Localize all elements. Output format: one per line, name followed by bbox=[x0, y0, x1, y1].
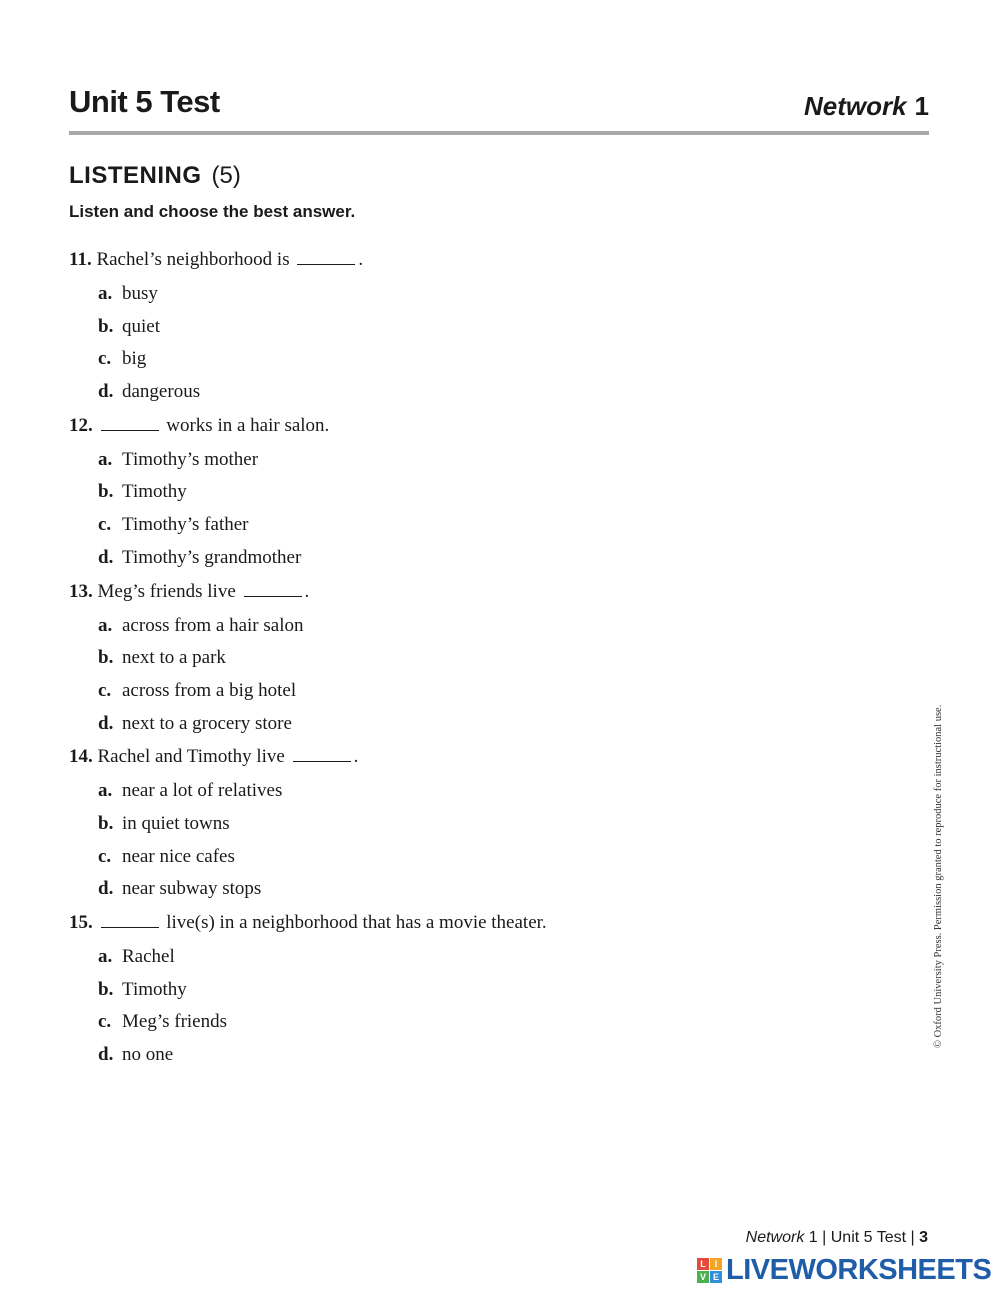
question-stem bbox=[69, 414, 829, 440]
page-title: Unit 5 Test bbox=[69, 84, 220, 119]
option-text: Timothy’s grandmother bbox=[122, 546, 302, 568]
answer-option-b[interactable] bbox=[69, 804, 829, 837]
option-letter: a. bbox=[98, 614, 113, 636]
option-text: next to a grocery store bbox=[122, 712, 292, 734]
logo-cell: I bbox=[710, 1258, 722, 1270]
option-text: across from a hair salon bbox=[122, 614, 304, 636]
question-text-before: Rachel’s neighborhood is bbox=[96, 249, 290, 270]
answer-option-b[interactable] bbox=[69, 472, 829, 505]
option-text: busy bbox=[122, 283, 158, 304]
option-letter: a. bbox=[98, 946, 113, 967]
answer-option-c[interactable] bbox=[69, 837, 829, 870]
question-number: 12. bbox=[69, 414, 93, 436]
option-letter: d. bbox=[98, 546, 114, 568]
option-text: Meg’s friends bbox=[122, 1011, 228, 1033]
option-text: across from a big hotel bbox=[122, 679, 297, 701]
answer-blank bbox=[244, 582, 302, 597]
question-12 bbox=[69, 414, 829, 571]
question-11 bbox=[69, 248, 829, 405]
question-number: 11. bbox=[69, 249, 92, 270]
brand-level: 1 bbox=[914, 91, 929, 121]
answer-option-b[interactable] bbox=[69, 307, 829, 340]
logo-cell: E bbox=[710, 1271, 722, 1283]
question-13 bbox=[69, 580, 829, 737]
option-text: big bbox=[122, 348, 147, 370]
option-letter: c. bbox=[98, 1011, 112, 1033]
answer-blank bbox=[293, 747, 351, 762]
brand-name: Network bbox=[803, 91, 907, 121]
answer-option-d[interactable] bbox=[69, 869, 829, 902]
page-number: 3 bbox=[919, 1229, 928, 1246]
header-divider bbox=[69, 131, 929, 135]
option-text: Timothy bbox=[122, 481, 187, 503]
option-letter: b. bbox=[98, 481, 114, 503]
option-text: Rachel bbox=[122, 946, 175, 967]
option-text: dangerous bbox=[122, 381, 201, 403]
logo-cell: V bbox=[697, 1271, 709, 1283]
answer-option-c[interactable] bbox=[69, 1002, 829, 1035]
question-text-before: Rachel and Timothy live bbox=[97, 746, 285, 768]
option-letter: d. bbox=[98, 712, 114, 734]
question-stem bbox=[69, 248, 829, 274]
question-text-after: . bbox=[358, 249, 364, 270]
section-instructions: Listen and choose the best answer. bbox=[69, 202, 356, 221]
liveworksheets-wordmark: LIVEWORKSHEETS bbox=[726, 1253, 992, 1286]
option-text: Timothy bbox=[122, 978, 187, 1000]
section-heading bbox=[69, 162, 241, 190]
answer-blank bbox=[101, 416, 159, 431]
question-text-after: works in a hair salon. bbox=[166, 414, 330, 436]
option-letter: b. bbox=[98, 315, 114, 337]
question-number: 15. bbox=[69, 912, 93, 933]
answer-option-d[interactable] bbox=[69, 538, 829, 571]
question-text-after: live(s) in a neighborhood that has a movie theater. bbox=[166, 912, 547, 933]
answer-option-a[interactable] bbox=[69, 771, 829, 804]
option-letter: c. bbox=[98, 348, 112, 370]
option-letter: c. bbox=[98, 679, 112, 701]
question-15 bbox=[69, 911, 829, 1068]
logo-cell: L bbox=[697, 1258, 709, 1270]
answer-option-a[interactable] bbox=[69, 440, 829, 473]
option-letter: b. bbox=[98, 812, 114, 834]
question-number: 13. bbox=[69, 580, 93, 602]
option-letter: d. bbox=[98, 878, 114, 900]
answer-option-c[interactable] bbox=[69, 339, 829, 372]
option-text: in quiet towns bbox=[122, 812, 230, 834]
option-letter: b. bbox=[98, 647, 114, 669]
answer-option-a[interactable] bbox=[69, 937, 829, 970]
page-header bbox=[69, 84, 929, 124]
answer-option-a[interactable] bbox=[69, 274, 829, 307]
option-text: next to a park bbox=[122, 647, 226, 669]
option-letter: c. bbox=[98, 514, 112, 536]
question-stem bbox=[69, 911, 829, 937]
answer-option-c[interactable] bbox=[69, 671, 829, 704]
section-points: (5) bbox=[211, 162, 241, 189]
footer-level-unit: 1 | Unit 5 Test | bbox=[804, 1229, 920, 1246]
option-letter: d. bbox=[98, 1044, 114, 1066]
question-text-before: Meg’s friends live bbox=[97, 580, 236, 602]
answer-option-d[interactable] bbox=[69, 704, 829, 737]
brand-label bbox=[804, 91, 929, 122]
answer-option-a[interactable] bbox=[69, 606, 829, 639]
question-stem bbox=[69, 580, 829, 606]
option-text: Timothy’s mother bbox=[122, 448, 259, 470]
answer-blank bbox=[101, 913, 159, 928]
answer-option-b[interactable] bbox=[69, 970, 829, 1003]
question-number: 14. bbox=[69, 746, 93, 768]
option-text: near a lot of relatives bbox=[122, 780, 283, 802]
copyright-notice: © Oxford University Press. Permission granted to reproduce for instructional use. bbox=[933, 704, 944, 1048]
question-list bbox=[69, 248, 829, 1077]
question-14 bbox=[69, 745, 829, 902]
option-letter: b. bbox=[98, 978, 114, 1000]
option-letter: a. bbox=[98, 283, 113, 304]
answer-option-d[interactable] bbox=[69, 372, 829, 405]
option-letter: a. bbox=[98, 780, 113, 802]
liveworksheets-logo[interactable] bbox=[697, 1254, 991, 1286]
answer-option-c[interactable] bbox=[69, 505, 829, 538]
option-letter: d. bbox=[98, 381, 114, 403]
option-letter: a. bbox=[98, 448, 113, 470]
page-footer bbox=[746, 1229, 928, 1247]
question-stem bbox=[69, 745, 829, 771]
option-text: no one bbox=[122, 1044, 174, 1066]
answer-option-d[interactable] bbox=[69, 1035, 829, 1068]
option-text: Timothy’s father bbox=[122, 514, 249, 536]
option-text: near nice cafes bbox=[122, 845, 235, 867]
question-text-after: . bbox=[353, 746, 359, 768]
answer-blank bbox=[297, 250, 355, 265]
option-text: quiet bbox=[122, 315, 160, 337]
question-text-after: . bbox=[304, 580, 310, 602]
option-letter: c. bbox=[98, 845, 112, 867]
section-title: LISTENING bbox=[69, 162, 202, 189]
footer-brand-name: Network bbox=[745, 1229, 805, 1246]
liveworksheets-icon bbox=[697, 1258, 722, 1283]
option-text: near subway stops bbox=[122, 878, 262, 900]
answer-option-b[interactable] bbox=[69, 638, 829, 671]
